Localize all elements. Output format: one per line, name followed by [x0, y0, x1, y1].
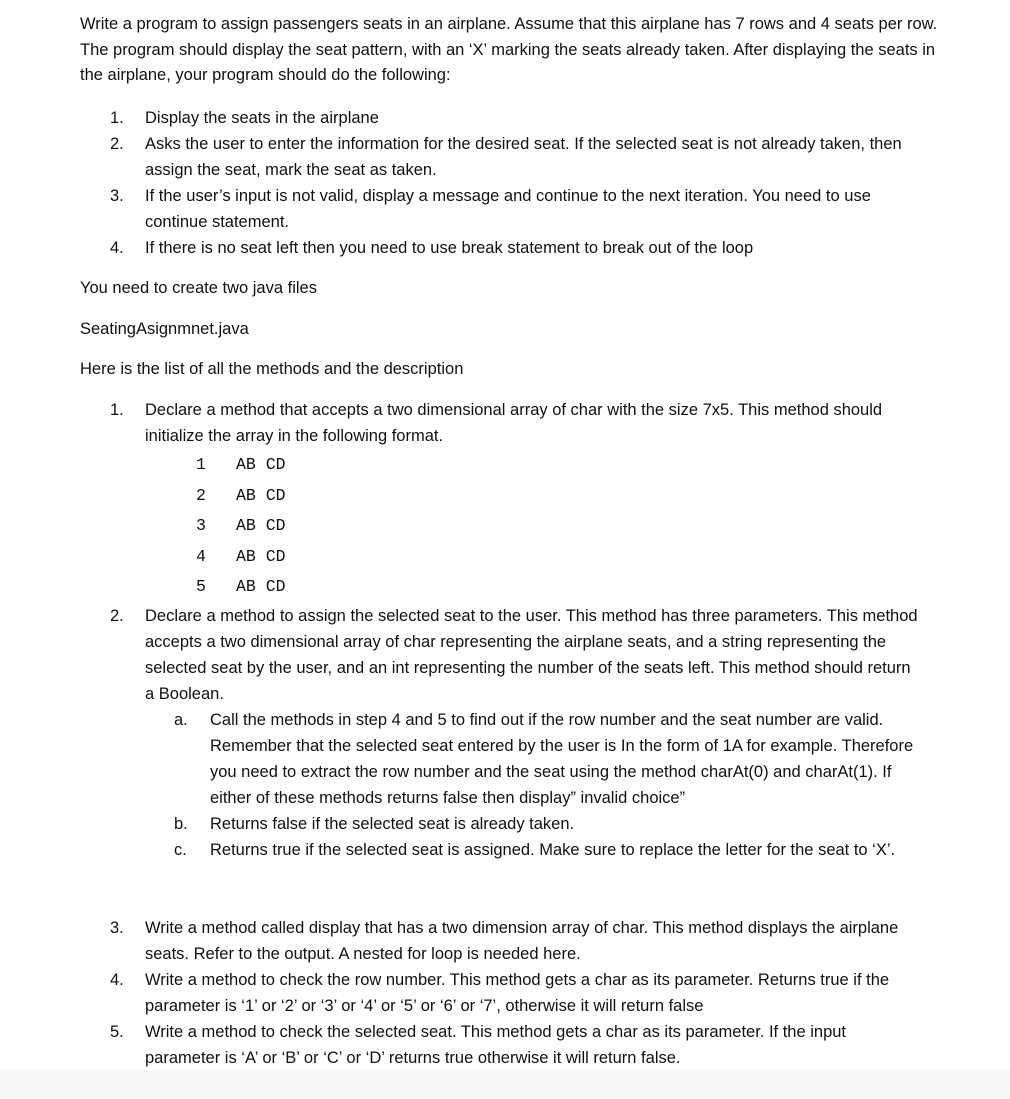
methods-heading: Here is the list of all the methods and the description — [80, 360, 464, 378]
row-number: 3 — [196, 516, 206, 535]
seat-row — [196, 574, 286, 605]
list-item — [110, 235, 920, 261]
row-seats: AB CD — [236, 577, 286, 596]
row-seats: AB CD — [236, 455, 286, 474]
seat-row — [196, 483, 286, 514]
item-text: Write a method to check the selected seat. This method gets a char as its parameter. If the input parameter is ‘A’ or ‘B’ or ‘C’ or ‘D’ returns true otherwise it will return false. — [145, 1023, 847, 1067]
list-item — [110, 915, 922, 967]
row-seats: AB CD — [236, 516, 286, 535]
item-number: 4. — [110, 239, 124, 257]
list-item — [110, 105, 920, 131]
item-number: 4. — [110, 971, 124, 989]
item-number: 1. — [110, 401, 124, 419]
intro-paragraph: Write a program to assign passengers seats in an airplane. Assume that this airplane has 7 rows and 4 seats per row. The program should display the seat pattern, with an ‘X’ marking the seats already taken. After displaying the seats in the airplane, your program should do the following: — [80, 15, 938, 84]
item-text: Returns true if the selected seat is assigned. Make sure to replace the letter for the seat to ‘X’. — [210, 841, 896, 859]
seat-row — [196, 452, 286, 483]
item-number: 3. — [110, 187, 124, 205]
row-seats: AB CD — [236, 546, 286, 566]
list-item — [110, 967, 922, 1019]
item-number: 2. — [110, 135, 124, 153]
item-number: 1. — [110, 109, 124, 127]
method-2 — [110, 603, 920, 707]
item-number: c. — [174, 841, 187, 859]
list-item — [110, 1019, 922, 1071]
list-item — [174, 811, 922, 837]
item-number: 3. — [110, 919, 124, 937]
method-2-sublist — [174, 707, 922, 863]
seat-row — [196, 544, 286, 575]
item-number: 5. — [110, 1023, 124, 1041]
item-text: If there is no seat left then you need to use break statement to break out of the loop — [145, 239, 754, 257]
files-line: You need to create two java files — [80, 279, 317, 297]
steps-list — [110, 105, 920, 261]
item-text: If the user’s input is not valid, display a message and continue to the next iteration. You need to use continue statement. — [145, 187, 871, 231]
list-item — [110, 603, 920, 707]
seat-layout-example — [196, 452, 286, 605]
item-text: Write a method called display that has a two dimension array of char. This method displays the airplane seats. Refer to the output. A nested for loop is needed here. — [145, 919, 899, 963]
item-text: Declare a method that accepts a two dimensional array of char with the size 7x5. This method should initialize the array in the following format. — [145, 401, 883, 445]
row-number: 1 — [196, 455, 206, 474]
item-text: Declare a method to assign the selected seat to the user. This method has three parameters. This method accepts a two dimensional array of char representing the airplane seats, and a string representing the selected seat by the user, and an int representing the number of the seats left. This method should return a Boolean. — [145, 607, 918, 703]
filename: SeatingAsignmnet.java — [80, 320, 249, 338]
item-text: Display the seats in the airplane — [145, 109, 379, 127]
seat-row — [196, 513, 286, 544]
item-text: Returns false if the selected seat is already taken. — [210, 815, 575, 833]
list-item — [110, 131, 920, 183]
list-item — [110, 183, 920, 235]
row-number: 2 — [196, 485, 206, 505]
row-number: 4 — [196, 546, 206, 566]
item-number: a. — [174, 711, 188, 729]
page-bottom-edge — [0, 1070, 1010, 1099]
methods-rest — [110, 915, 922, 1071]
item-number: 2. — [110, 607, 124, 625]
row-number: 5 — [196, 577, 206, 596]
method-1 — [110, 397, 920, 449]
list-item — [174, 837, 922, 863]
list-item — [174, 707, 922, 811]
row-seats: AB CD — [236, 485, 286, 505]
item-text: Call the methods in step 4 and 5 to find out if the row number and the seat number are valid. Remember that the selected seat entered by the user is In the form of 1A for example. Therefore you need to extract the row number and the seat using the method charAt(0) and charAt(1). If either of these methods returns false then display” invalid choice” — [210, 711, 914, 807]
item-text: Write a method to check the row number. This method gets a char as its parameter. Returns true if the parameter is ‘1’ or ‘2’ or ‘3’ or ‘4’ or ‘5’ or ‘6’ or ‘7’, otherwise it will return false — [145, 971, 890, 1015]
list-item — [110, 397, 920, 449]
item-text: Asks the user to enter the information for the desired seat. If the selected seat is not already taken, then assign the seat, mark the seat as taken. — [145, 135, 902, 179]
item-number: b. — [174, 815, 188, 833]
